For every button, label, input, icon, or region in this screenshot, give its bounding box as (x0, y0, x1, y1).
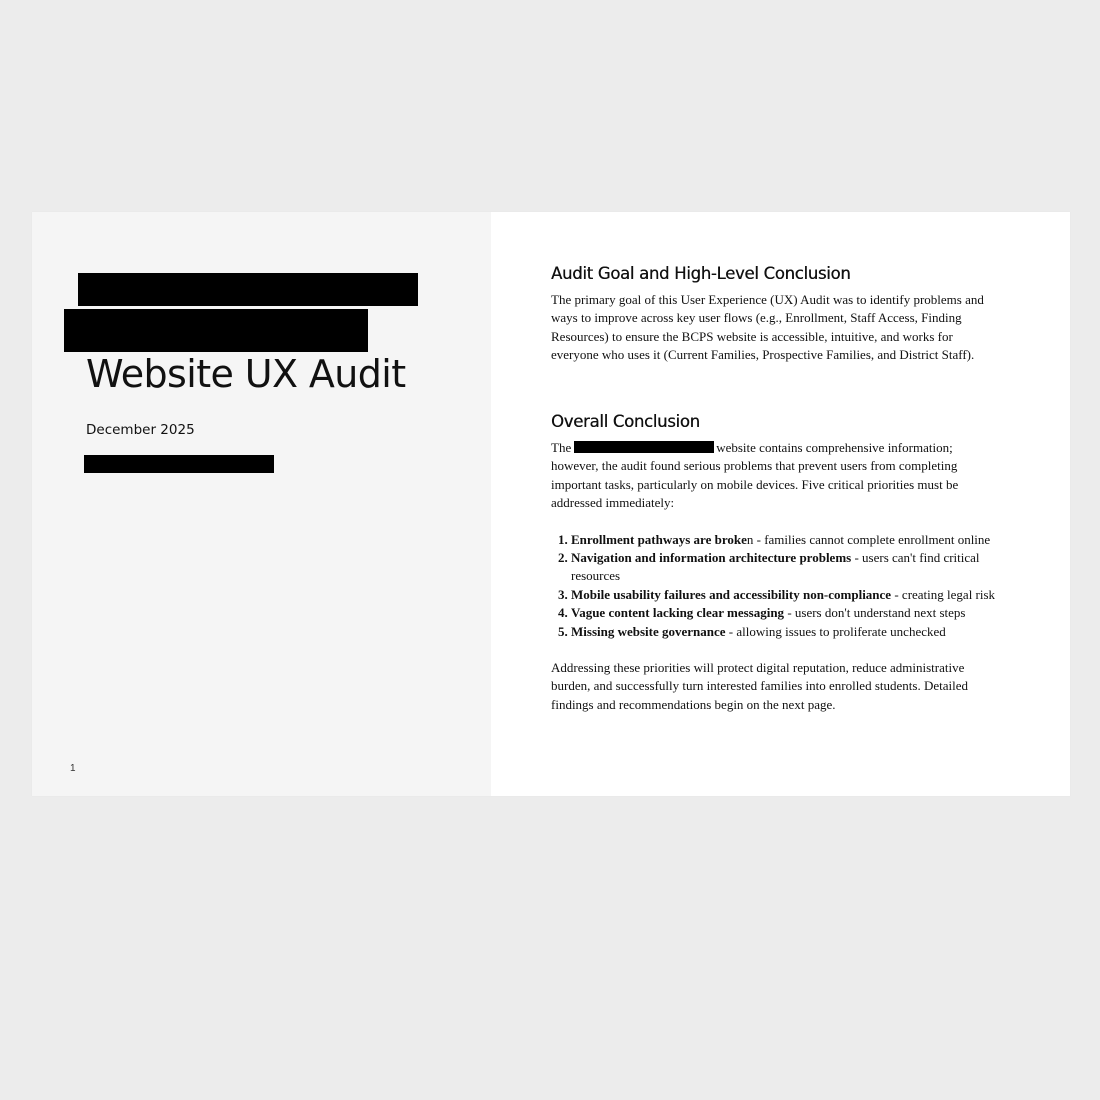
content-page (491, 212, 1070, 796)
priority-detail: - users don't understand next steps (784, 605, 966, 621)
section-heading: Overall Conclusion (551, 412, 700, 431)
conclusion-intro (551, 439, 999, 513)
redaction-bar (78, 273, 418, 306)
audit-goal-section (551, 264, 999, 365)
list-item (571, 604, 999, 622)
priority-detail: - creating legal risk (891, 586, 996, 602)
document-date: December 2025 (86, 422, 195, 438)
redaction-bar (64, 309, 368, 352)
list-item (571, 531, 999, 549)
closing-paragraph: Addressing these priorities will protect digital reputation, reduce administrative burden, and successfully turn interested families into enrolled students. Detailed findings and recommendations begin on the next page. (551, 660, 968, 712)
inline-redaction-bar (574, 441, 714, 453)
priority-title: Navigation and information architecture problems (571, 550, 852, 566)
priority-list (551, 531, 999, 641)
document-spread (32, 212, 1070, 796)
intro-lead: The (551, 440, 572, 455)
priority-detail: - users can't find critical resources (571, 550, 980, 584)
overall-conclusion-section (551, 412, 999, 714)
list-item (571, 623, 999, 641)
priority-title: Mobile usability failures and accessibility non-compliance (571, 586, 892, 602)
priority-title: Vague content lacking clear messaging (571, 605, 785, 621)
document-title: Website UX Audit (86, 352, 406, 396)
priority-detail: n - families cannot complete enrollment online (746, 531, 991, 547)
list-item (571, 586, 999, 604)
priority-title: Missing website governance (571, 623, 726, 639)
goal-paragraph: The primary goal of this User Experience (UX) Audit was to identify problems and ways to improve across key user flows (e.g., Enrollment, Staff Access, Finding Resources) to ensure the BCPS website is accessible, intuitive, and works for everyone who uses it (Current Families, Prospective Families, and District Staff). (551, 292, 984, 363)
intro-rest: website contains comprehensive information; however, the audit found serious problems that prevent users from completing important tasks, particularly on mobile devices. Five critical priorities must be addressed immediately: (551, 440, 959, 511)
redaction-bar (84, 455, 274, 473)
list-item (571, 549, 999, 586)
page-number: 1 (70, 763, 76, 774)
priority-detail: - allowing issues to proliferate unchecked (725, 623, 946, 639)
cover-page (32, 212, 491, 796)
section-heading: Audit Goal and High-Level Conclusion (551, 264, 851, 283)
priority-title: Enrollment pathways are broke (571, 531, 747, 547)
